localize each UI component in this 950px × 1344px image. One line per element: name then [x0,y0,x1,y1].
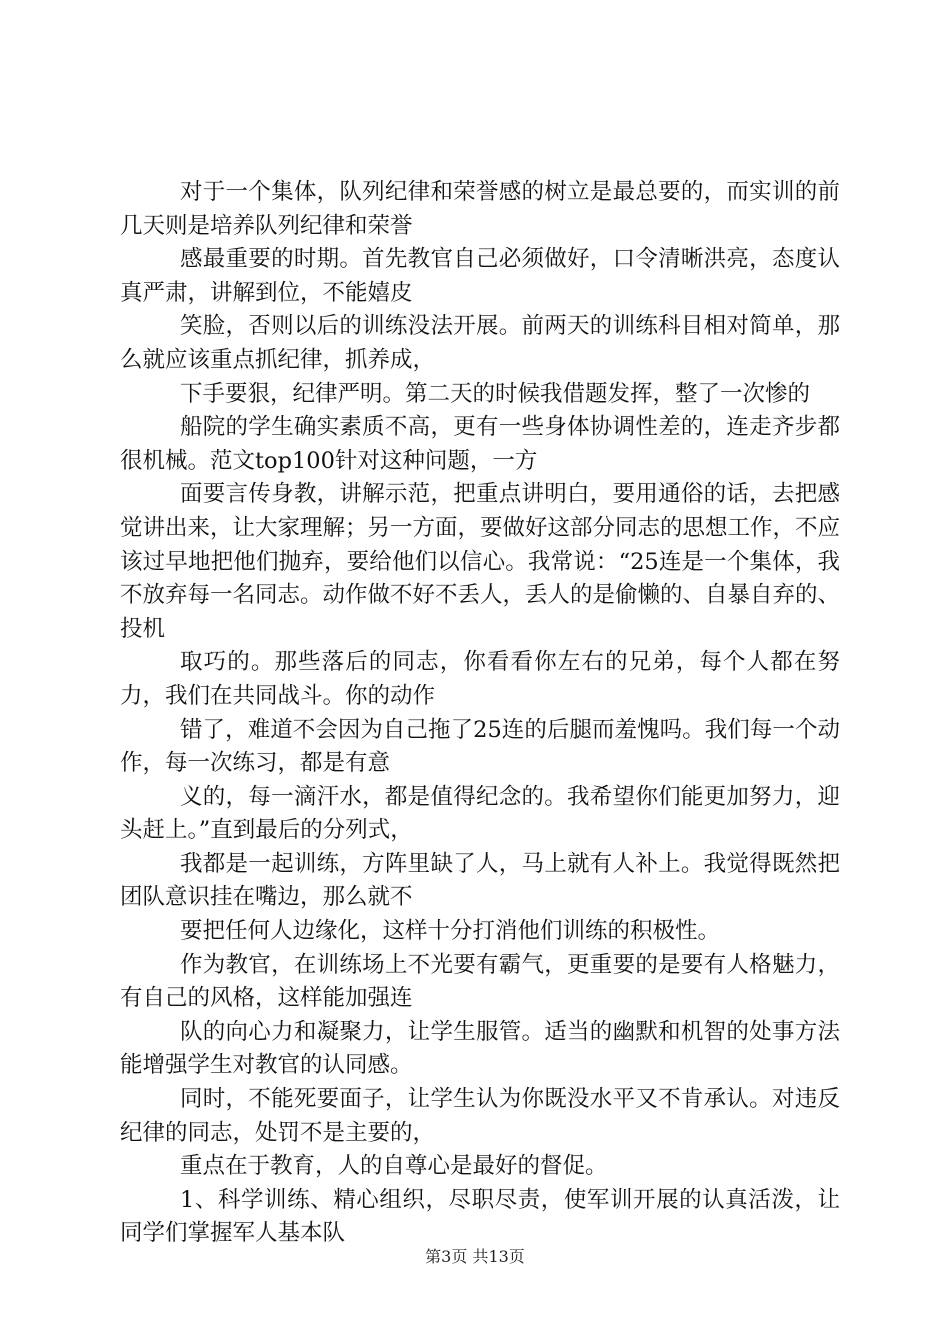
paragraph: 1、科学训练、精心组织，尽职尽责，使军训开展的认真活泼，让同学们掌握军人基本队 [120,1186,840,1247]
document-body [120,176,840,1251]
paragraph: 感最重要的时期。首先教官自己必须做好，口令清晰洪亮，态度认真严肃，讲解到位，不能嬉皮 [120,246,840,306]
paragraph: 队的向心力和凝聚力，让学生服管。适当的幽默和机智的处事方法能增强学生对教官的认同感。 [120,1018,840,1079]
paragraph: 船院的学生确实素质不高，更有一些身体协调性差的，连走齐步都很机械。范文top100针对这种问题，一方 [120,414,840,474]
paragraph: 面要言传身教，讲解示范，把重点讲明白，要用通俗的话，去把感觉讲出来，让大家理解；另一方面，要做好这部分同志的思想工作，不应该过早地把他们抛弃，要给他们以信心。我常说：“25连是一个集体，我不放弃每一名同志。动作做不好不丢人，丢人的是偷懒的、自暴自弃的、投机 [120,481,841,642]
paragraph: 笑脸，否则以后的训练没法开展。前两天的训练科目相对简单，那么就应该重点抓纪律，抓养成， [120,313,840,373]
paragraph: 对于一个集体，队列纪律和荣誉感的树立是最总要的，而实训的前几天则是培养队列纪律和荣誉 [120,179,840,239]
paragraph: 我都是一起训练，方阵里缺了人，马上就有人补上。我觉得既然把团队意识挂在嘴边，那么就不 [120,850,840,911]
paragraph: 同时，不能死要面子，让学生认为你既没水平又不肯承认。对违反纪律的同志，处罚不是主要的， [120,1086,840,1146]
page-number: 第3页 共13页 [425,1247,525,1266]
page-footer [0,1244,950,1267]
paragraph: 作为教官，在训练场上不光要有霸气，更重要的是要有人格魅力，有自己的风格，这样能加强连 [120,951,840,1012]
paragraph: 要把任何人边缘化，这样十分打消他们训练的积极性。 [180,918,721,945]
paragraph: 义的，每一滴汗水，都是值得纪念的。我希望你们能更加努力，迎头赶上。”直到最后的分列式， [120,783,840,844]
paragraph: 取巧的。那些落后的同志，你看看你左右的兄弟，每个人都在努力，我们在共同战斗。你的动作 [120,649,840,709]
paragraph: 错了，难道不会因为自己拖了25连的后腿而羞愧吗。我们每一个动作，每一次练习，都是有意 [120,716,840,777]
paragraph: 下手要狠，纪律严明。第二天的时候我借题发挥，整了一次惨的 [180,380,811,407]
paragraph: 重点在于教育，人的自尊心是最好的督促。 [180,1153,608,1180]
